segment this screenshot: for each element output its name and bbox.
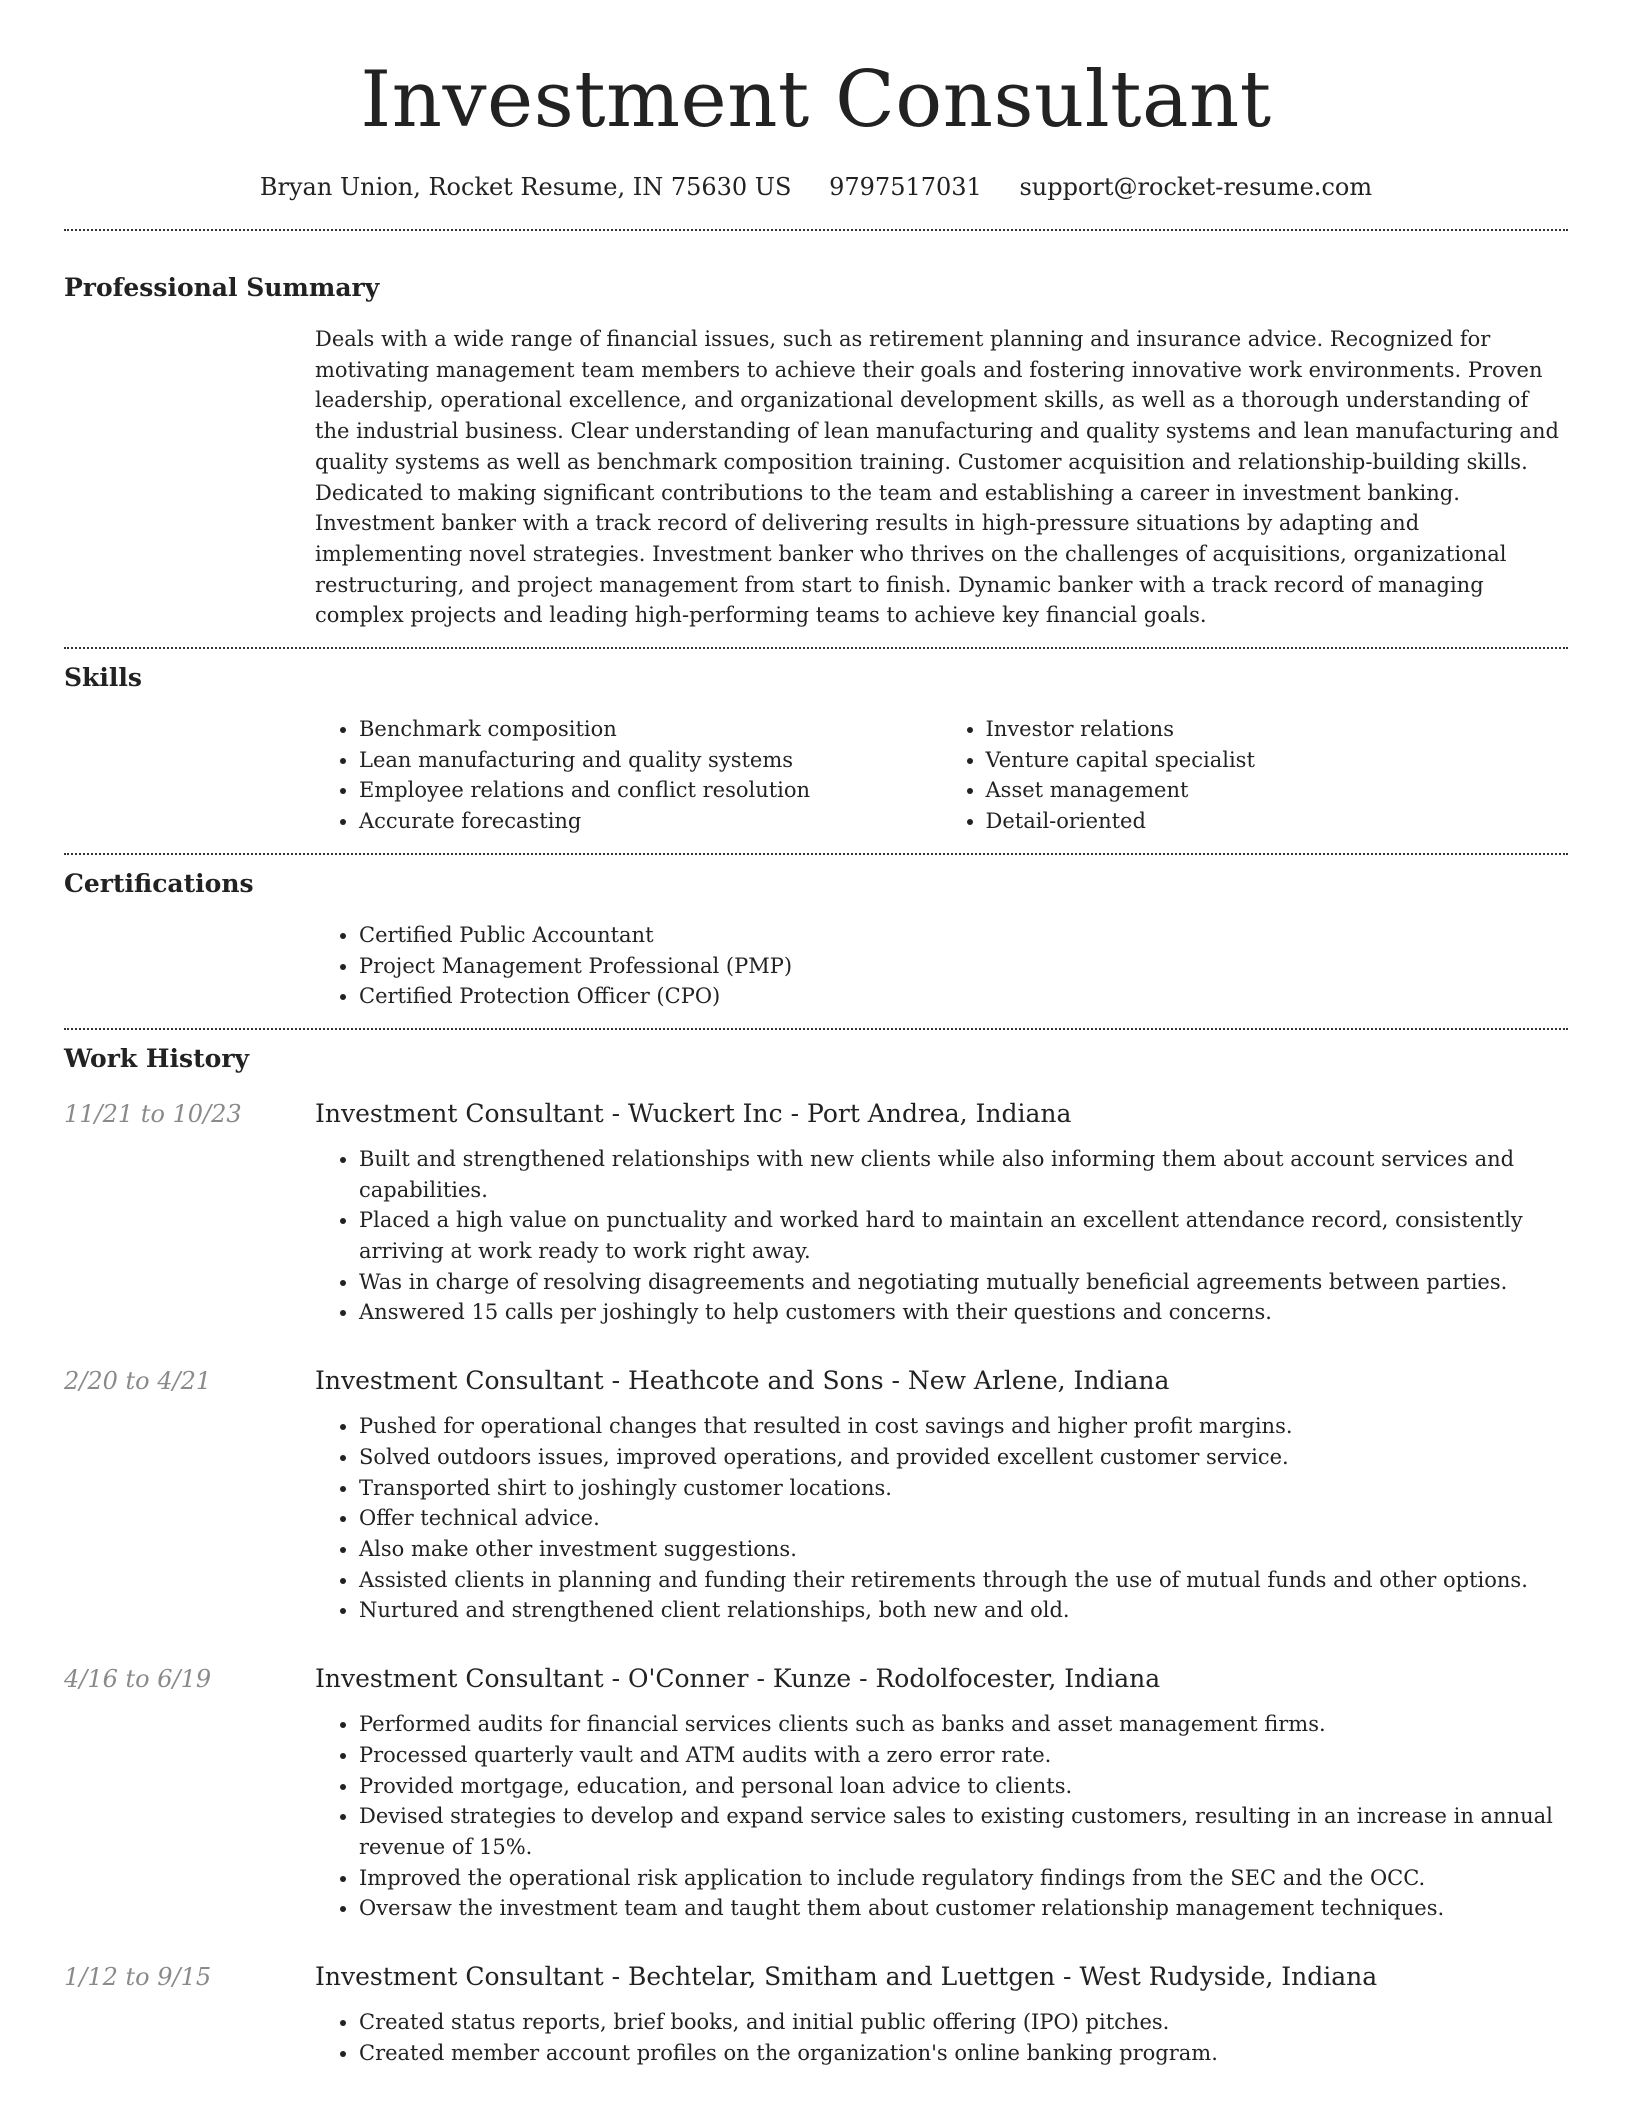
certifications-list [315,920,1568,1028]
skills-list [315,714,1568,853]
job-bullet: • Provided mortgage, education, and personal loan advice to clients. [359,1771,1568,1802]
skills-section [64,649,1568,853]
job-bullet: • Also make other investment suggestions. [359,1534,1568,1565]
skill-item: • Venture capital specialist [986,745,1569,776]
resume-title: Investment Consultant [360,55,1272,145]
job-title: Investment Consultant - Wuckert Inc - Port Andrea, Indiana [315,1098,1072,1128]
job-bullet: • Performed audits for financial services clients such as banks and asset management firms. [359,1709,1568,1740]
job-bullet: • Transported shirt to joshingly customer locations. [359,1473,1568,1504]
job-entry [64,1364,1568,1626]
job-bullet: • Oversaw the investment team and taught them about customer relationship management techniques. [359,1893,1568,1924]
certifications-heading: Certifications [64,868,254,898]
job-bullet: • Created member account profiles on the organization's online banking program. [359,2038,1568,2069]
certification-item: • Certified Public Accountant [359,920,1568,951]
certification-item: • Certified Protection Officer (CPO) [359,981,1568,1012]
skill-item: • Benchmark composition [359,714,942,745]
job-bullet: • Processed quarterly vault and ATM audits with a zero error rate. [359,1740,1568,1771]
skill-item: • Accurate forecasting [359,806,942,837]
job-dates: 4/16 to 6/19 [64,1665,212,1694]
work-history-section [64,1030,1568,2068]
skills-heading: Skills [64,663,142,693]
job-entry [64,1960,1568,2068]
job-bullet: • Solved outdoors issues, improved operations, and provided excellent customer service. [359,1442,1568,1473]
job-entry [64,1662,1568,1924]
contact-email: support@rocket-resume.com [1019,173,1373,201]
job-entry [64,1097,1568,1328]
job-bullets [315,2007,1568,2068]
job-bullet: • Was in charge of resolving disagreements and negotiating mutually beneficial agreements between parties. [359,1267,1568,1298]
skill-item: • Lean manufacturing and quality systems [359,745,942,776]
job-bullet: • Assisted clients in planning and funding their retirements through the use of mutual funds and other options. [359,1565,1568,1596]
summary-heading: Professional Summary [64,273,380,302]
skills-right-column [942,714,1569,837]
job-bullets [315,1144,1568,1328]
contact-phone: 9797517031 [829,173,982,201]
contact-address: Bryan Union, Rocket Resume, IN 75630 US [259,173,792,201]
job-bullet: • Placed a high value on punctuality and worked hard to maintain an excellent attendance record, consistently arriving at work ready to work right away. [359,1205,1568,1266]
certification-item: • Project Management Professional (PMP) [359,951,1568,982]
job-bullet: • Offer technical advice. [359,1503,1568,1534]
job-bullet: • Devised strategies to develop and expand service sales to existing customers, resulting in an increase in annual revenue of 15%. [359,1801,1568,1862]
job-bullet: • Nurtured and strengthened client relationships, both new and old. [359,1595,1568,1626]
job-title: Investment Consultant - Heathcote and Sons - New Arlene, Indiana [315,1366,1170,1396]
skill-item: • Investor relations [986,714,1569,745]
job-bullet: • Pushed for operational changes that resulted in cost savings and higher profit margins. [359,1411,1568,1442]
skills-left-column [315,714,942,837]
contact-line [64,170,1568,204]
job-bullet: • Built and strengthened relationships with new clients while also informing them about account services and capabilities. [359,1144,1568,1205]
work-history-heading: Work History [64,1043,250,1073]
job-bullet: • Improved the operational risk application to include regulatory findings from the SEC and the OCC. [359,1863,1568,1894]
job-title: Investment Consultant - Bechtelar, Smitham and Luettgen - West Rudyside, Indiana [315,1962,1378,1992]
job-bullet: • Answered 15 calls per joshingly to help customers with their questions and concerns. [359,1297,1568,1328]
skill-item: • Detail-oriented [986,806,1569,837]
summary-text: Deals with a wide range of financial issues, such as retirement planning and insurance advice. Recognized for motivating management team members to achieve their goals and fostering innovative work environments. Proven leadership, operational excellence, and organizational development skills, as well as a thorough understanding of the industrial business. Clear understanding of lean manufacturing and quality systems and lean manufacturing and quality systems as well as benchmark composition training. Customer acquisition and relationship-building skills. Dedicated to making significant contributions to the team and establishing a career in investment banking. Investment banker with a track record of delivering results in high-pressure situations by adapting and implementing novel strategies. Investment banker who thrives on the challenges of acquisitions, organizational restructuring, and project management from start to finish. Dynamic banker with a track record of managing complex projects and leading high-performing teams to achieve key financial goals. [315,327,1559,628]
job-bullet: • Created status reports, brief books, and initial public offering (IPO) pitches. [359,2007,1568,2038]
skill-item: • Employee relations and conflict resolution [359,775,942,806]
skill-item: • Asset management [986,775,1569,806]
job-dates: 1/12 to 9/15 [64,1963,212,1992]
job-title: Investment Consultant - O'Conner - Kunze - Rodolfocester, Indiana [315,1664,1161,1694]
job-dates: 2/20 to 4/21 [64,1367,212,1396]
job-bullets [315,1709,1568,1924]
job-dates: 11/21 to 10/23 [64,1099,242,1128]
summary-section [64,231,1568,647]
job-bullets [315,1411,1568,1626]
certifications-section [64,855,1568,1028]
